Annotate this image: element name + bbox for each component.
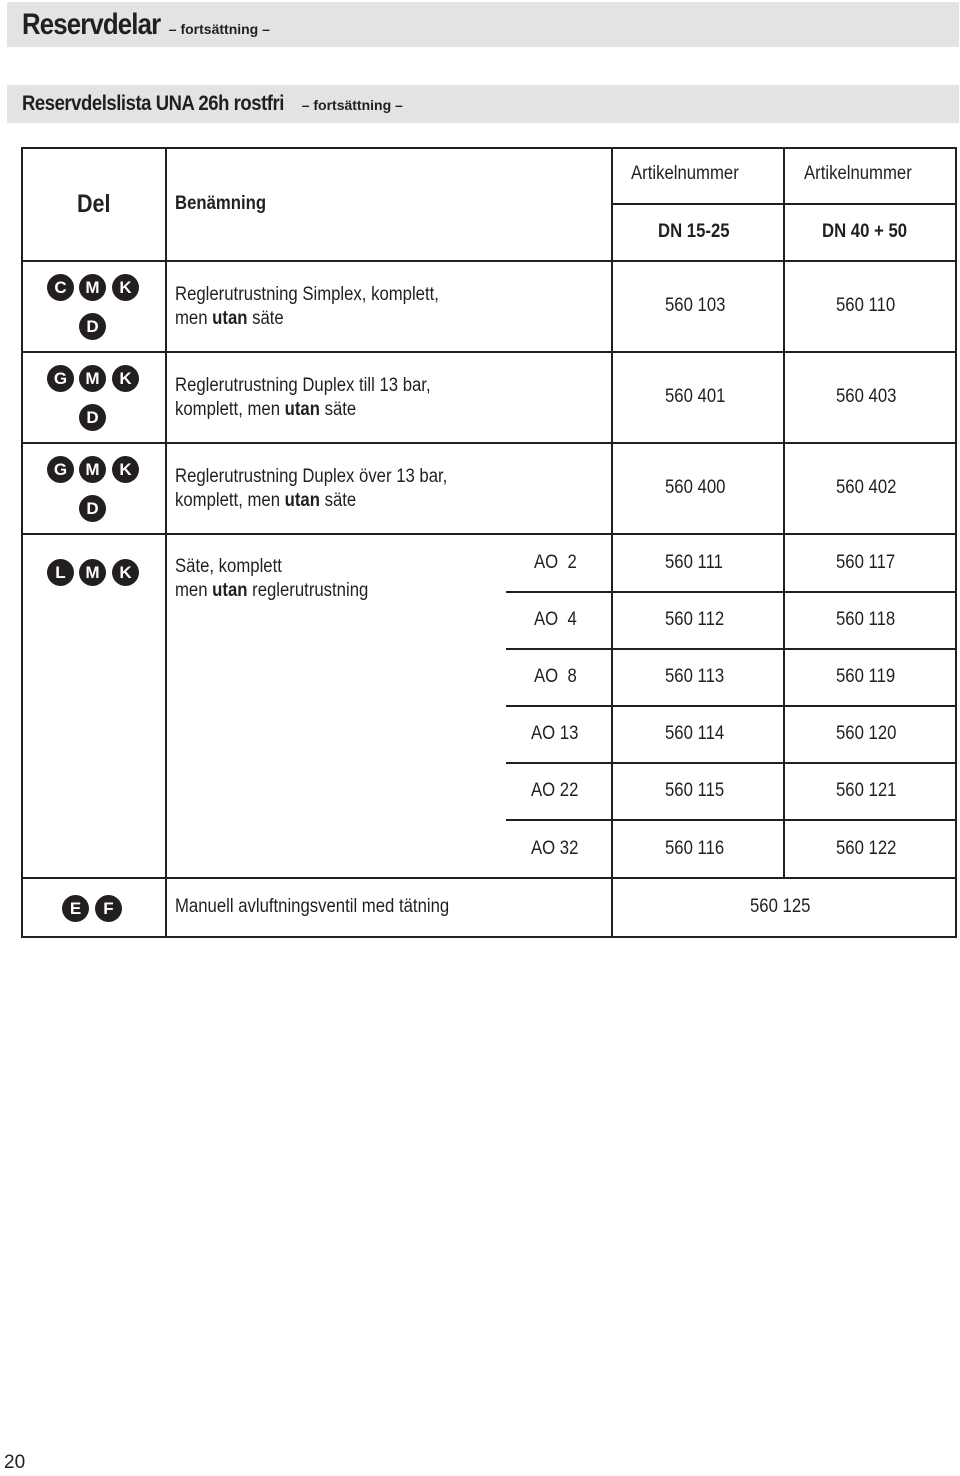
article-number-dn15: 560 103	[665, 295, 726, 316]
article-number-dn40: 560 403	[836, 386, 897, 407]
header-artikelnummer-2: Artikelnummer	[804, 163, 912, 184]
row-description	[175, 374, 431, 422]
description-emphasis: utan	[284, 399, 320, 420]
section-header	[7, 85, 959, 123]
part-badge-m: M	[79, 365, 106, 392]
part-badge-f: F	[95, 895, 122, 922]
article-number-dn15: 560 116	[665, 838, 725, 859]
table-rule	[955, 147, 957, 938]
description-line	[175, 307, 439, 331]
page-header	[7, 2, 959, 47]
table-rule	[21, 351, 957, 353]
table-rule	[783, 147, 785, 878]
article-number-dn15: 560 111	[665, 552, 723, 573]
table-rule	[506, 705, 957, 707]
part-badge-k: K	[112, 559, 139, 586]
table-rule	[506, 648, 957, 650]
description-line: Reglerutrustning Duplex till 13 bar,	[175, 375, 431, 396]
description-text: komplett, men	[175, 399, 285, 420]
row-description	[175, 555, 368, 603]
article-number-dn15: 560 115	[665, 780, 725, 801]
vent-description: Manuell avluftningsventil med tätning	[175, 896, 450, 917]
part-badge-k: K	[112, 365, 139, 392]
table-rule	[21, 533, 957, 535]
part-badge-g: G	[47, 365, 74, 392]
description-line	[175, 489, 447, 513]
article-number-dn40: 560 117	[836, 552, 896, 573]
ao-value: AO 22	[531, 780, 579, 801]
description-line	[175, 579, 368, 603]
table-rule	[506, 591, 957, 593]
part-badge-m: M	[79, 559, 106, 586]
description-line: Reglerutrustning Simplex, komplett,	[175, 284, 439, 305]
section-title: Reservdelslista UNA 26h rostfri	[22, 92, 284, 115]
table-rule	[21, 260, 957, 262]
description-line: Reglerutrustning Duplex över 13 bar,	[175, 466, 448, 487]
article-number-dn15: 560 112	[665, 609, 725, 630]
part-badge-m: M	[79, 274, 106, 301]
part-badge-m: M	[79, 456, 106, 483]
ao-value: AO 32	[531, 838, 579, 859]
row-description	[175, 465, 447, 513]
part-badge-d: D	[79, 404, 106, 431]
table-rule	[21, 877, 957, 879]
description-text: säte	[319, 490, 357, 511]
vent-article-number: 560 125	[750, 896, 811, 917]
article-number-dn40: 560 122	[836, 838, 897, 859]
header-dn-40-50: DN 40 + 50	[822, 221, 908, 242]
table-rule	[21, 442, 957, 444]
part-badge-g: G	[47, 456, 74, 483]
parts-table	[21, 147, 957, 938]
article-number-dn15: 560 114	[665, 723, 725, 744]
header-benamning: Benämning	[175, 193, 267, 214]
part-badge-k: K	[112, 456, 139, 483]
article-number-dn40: 560 110	[836, 295, 896, 316]
part-badge-d: D	[79, 495, 106, 522]
header-del: Del	[77, 190, 111, 218]
article-number-dn40: 560 120	[836, 723, 897, 744]
article-number-dn40: 560 118	[836, 609, 896, 630]
header-artikelnummer-1: Artikelnummer	[631, 163, 739, 184]
page-title-subtitle: – fortsättning –	[168, 21, 270, 37]
page-title: Reservdelar	[22, 8, 161, 41]
ao-value: AO 4	[534, 609, 577, 630]
description-text: men	[175, 308, 213, 329]
part-badge-c: C	[47, 274, 74, 301]
part-badge-e: E	[62, 895, 89, 922]
description-emphasis: utan	[212, 308, 248, 329]
table-rule	[21, 147, 957, 149]
description-line: Säte, komplett	[175, 556, 282, 577]
description-text: säte	[319, 399, 357, 420]
ao-value: AO 2	[534, 552, 577, 573]
page-number: 20	[4, 1452, 26, 1473]
article-number-dn15: 560 401	[665, 386, 726, 407]
header-dn-15-25: DN 15-25	[658, 221, 730, 242]
table-rule	[506, 762, 957, 764]
row-description	[175, 283, 439, 331]
section-subtitle: – fortsättning –	[301, 97, 403, 113]
article-number-dn40: 560 121	[836, 780, 897, 801]
ao-value: AO 8	[534, 666, 577, 687]
description-line	[175, 398, 431, 422]
table-rule	[506, 819, 957, 821]
table-rule	[21, 936, 957, 938]
article-number-dn15: 560 113	[665, 666, 725, 687]
article-number-dn15: 560 400	[665, 477, 726, 498]
part-badge-d: D	[79, 313, 106, 340]
table-rule	[165, 147, 167, 938]
article-number-dn40: 560 119	[836, 666, 896, 687]
description-emphasis: utan	[284, 490, 320, 511]
description-text: säte	[247, 308, 284, 329]
ao-value: AO 13	[531, 723, 579, 744]
table-rule	[611, 147, 613, 938]
article-number-dn40: 560 402	[836, 477, 897, 498]
part-badge-k: K	[112, 274, 139, 301]
description-text: komplett, men	[175, 490, 285, 511]
description-text: men	[175, 580, 213, 601]
part-badge-l: L	[47, 559, 74, 586]
table-rule	[21, 147, 23, 938]
description-emphasis: utan	[212, 580, 248, 601]
description-text: reglerutrustning	[247, 580, 369, 601]
